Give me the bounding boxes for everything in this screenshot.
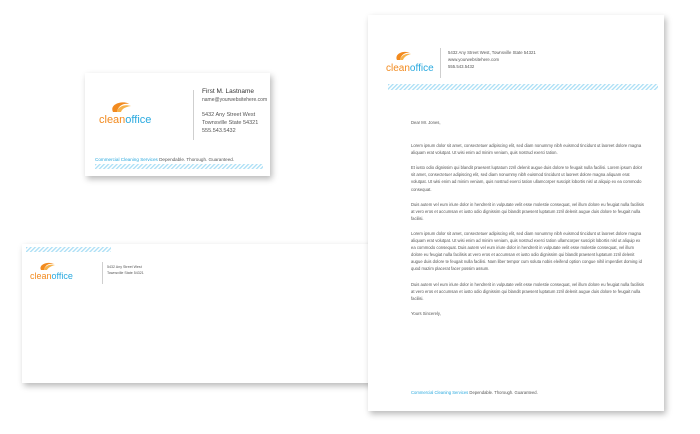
- envelope-stripe-band: [26, 247, 111, 252]
- svg-text:cleanoffice: [30, 271, 73, 281]
- letterhead-stripe-band: [388, 84, 658, 90]
- letterhead: [368, 15, 664, 411]
- letterhead-address: 5432 Any Street West, Townsville State 54321: [448, 50, 536, 55]
- letterhead-divider: [440, 48, 441, 78]
- card-address: [202, 111, 258, 135]
- letter-body: [411, 119, 645, 325]
- card-tagline: [95, 157, 234, 162]
- letter-paragraph: Duis autem vel eum iriure dolor in hendrerit in vulputate velit esse molestie consequat, vel illum dolore eu feugiat nulla facilisis at vero eros et accumsan et iusto odio dignissim qui blandit praesent luptatum zzril delenit augue duis dolore te feugait nulla facilisi.: [411, 281, 644, 301]
- logo-swoosh-icon: [386, 49, 444, 77]
- card-name: First M. Lastname: [202, 88, 255, 95]
- letterhead-phone: 555.543.5432: [448, 64, 475, 69]
- letterhead-contact: [448, 49, 536, 70]
- tagline-accent: Commercial Cleaning Services: [95, 157, 158, 162]
- envelope: [22, 244, 397, 383]
- clean-office-logo: [99, 101, 189, 132]
- card-stripe-band: [95, 164, 263, 169]
- card-phone: 555.543.5432: [202, 128, 236, 134]
- logo-word-clean: clean: [386, 63, 410, 74]
- letter-paragraph: Lorem ipsum dolor sit amet, consectetuer adipiscing elit, sed diam nonummy nibh euismod tincidunt ut laoreet dolore magna aliquam erat volutpat. Ut wisi enim ad minim veniam, quis nostrud exerci tation.: [411, 143, 642, 156]
- letterhead-tagline: [411, 390, 538, 395]
- clean-office-logo: [386, 49, 444, 82]
- envelope-address: [107, 265, 144, 276]
- tagline-accent: Commercial Cleaning Services: [411, 390, 469, 395]
- envelope-address-line2: Townsville State 54321: [107, 270, 144, 275]
- svg-text:cleanoffice: [99, 114, 151, 126]
- logo-word-clean: clean: [30, 271, 52, 281]
- card-address-line2: Townsville State 54321: [202, 120, 259, 126]
- logo-swoosh-icon: [30, 261, 100, 283]
- tagline-rest: Dependable. Thorough. Guaranteed.: [159, 157, 235, 162]
- tagline-rest: Dependable. Thorough. Guaranteed.: [469, 390, 538, 395]
- logo-word-office: office: [51, 271, 73, 281]
- letter-paragraph: Lorem ipsum dolor sit amet, consectetuer adipiscing elit, sed diam nonummy nibh euismod tincidunt ut laoreet dolore magna aliquam erat volutpat. Ut wisi enim ad minim veniam, quis nostrud exerci tation ullamcorper suscipit lobortis nisl ut aliquip ex ea commodo consequat. Duis autem vel eum iriure dolor in hendrerit in vulputate velit esse molestie consequat, vel illum dolore eu feugiat nulla facilisis at vero eros et accumsan et iusto odio dignissim qui blandit praesent luptatum zzril delenit augue duis dolore te feugait nulla facilisi. Nam liber tempor cum soluta nobis eleifend option congue nihil imperdiet doming id quod mazim placerat facer possim assum.: [411, 230, 642, 272]
- letter-paragraph: Et iusto odio dignissim qui blandit praesent luptatum zzril delenit augue duis dolore te feugait nulla facilisi. Lorem ipsum dolor sit amet, consectetuer adipiscing elit, sed diam nonummy nibh euismod tincidunt ut laoreet dolore magna aliquam erat volutpat. Ut wisi enim ad minim veniam, quis nostrud exerci tation ullamcorper suscipit lobortis nisl ut aliquip ex ea commodo consequat.: [411, 165, 643, 192]
- card-address-line1: 5432 Any Street West: [202, 112, 256, 118]
- letter-salutation: Dear Mr. Jones,: [411, 120, 441, 125]
- logo-swoosh-icon: [99, 101, 189, 127]
- card-divider: [193, 90, 194, 140]
- letter-closing: Yours Sincerely,: [411, 310, 441, 316]
- letter-paragraph: Duis autem vel eum iriure dolor in hendrerit in vulputate velit esse molestie consequat, vel illum dolore eu feugiat nulla facilisis at vero eros et accumsan et iusto odio dignissim qui blandit praesent luptatum zzril delenit augue duis dolore te feugait nulla facilisi.: [411, 201, 644, 221]
- svg-text:cleanoffice: [386, 63, 434, 74]
- logo-word-clean: clean: [99, 114, 126, 126]
- logo-word-office: office: [125, 114, 152, 126]
- business-card: [85, 73, 270, 176]
- clean-office-logo: [30, 261, 100, 288]
- card-email: name@yourwebsitehere.com: [202, 97, 268, 103]
- logo-word-office: office: [409, 63, 434, 74]
- letterhead-website: www.yourwebsitehere.com: [448, 57, 500, 62]
- envelope-address-line1: 5432 Any Street West: [107, 265, 142, 269]
- envelope-divider: [102, 262, 103, 284]
